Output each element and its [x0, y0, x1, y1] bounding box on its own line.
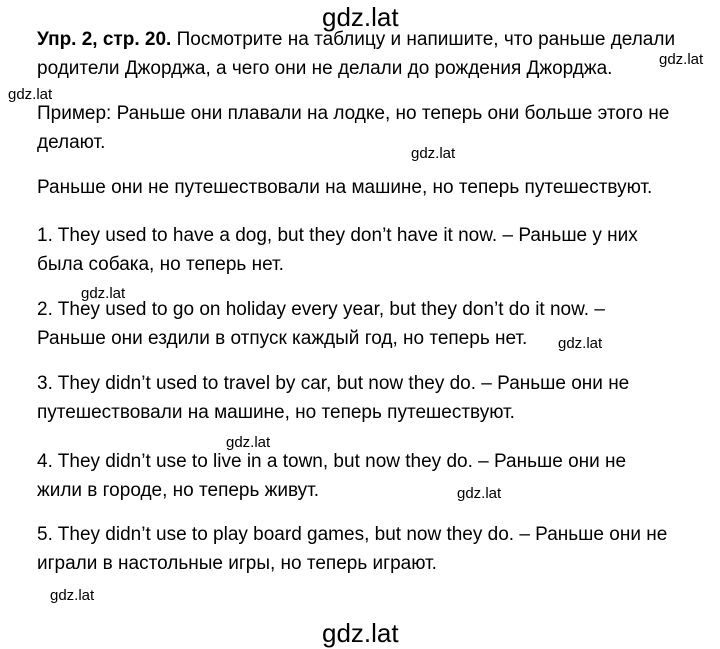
- answer-line: путешествовали на машине, но теперь путешествуют.: [37, 402, 515, 423]
- instruction-line: родители Джорджа, а чего они не делали до рождения Джорджа.: [37, 58, 613, 79]
- answer-line: 1. They used to have a dog, but they don’t have it now. – Раньше у них: [37, 225, 638, 246]
- watermark: gdz.lat: [558, 335, 603, 352]
- answer-line: 4. They didn’t use to live in a town, but now they do. – Раньше они не: [37, 451, 627, 472]
- watermark: gdz.lat: [457, 485, 502, 502]
- task-heading: Упр. 2, стр. 20.: [37, 29, 172, 50]
- watermark-bottom: gdz.lat: [322, 618, 399, 648]
- watermark: gdz.lat: [8, 86, 53, 103]
- answer-line: жили в городе, но теперь живут.: [37, 480, 320, 501]
- task-instruction: [37, 29, 675, 51]
- answer-line: была собака, но теперь нет.: [37, 254, 284, 275]
- answer-line: 2. They used to go on holiday every year, but they don’t do it now. –: [37, 299, 605, 320]
- answer-line: Раньше они ездили в отпуск каждый год, но теперь нет.: [37, 328, 528, 349]
- example-line: Пример: Раньше они плавали на лодке, но теперь они больше этого не: [37, 103, 670, 124]
- watermark: gdz.lat: [226, 434, 271, 451]
- intro-sentence: Раньше они не путешествовали на машине, но теперь путешествуют.: [37, 177, 653, 198]
- instruction-line: Посмотрите на таблицу и напишите, что раньше делали: [176, 29, 676, 50]
- watermark-top: gdz.lat: [322, 2, 399, 32]
- watermark: gdz.lat: [659, 51, 704, 68]
- answer-line: 3. They didn’t used to travel by car, but now they do. – Раньше они не: [37, 373, 630, 394]
- watermark: gdz.lat: [81, 285, 126, 302]
- watermark: gdz.lat: [50, 587, 95, 604]
- watermark: gdz.lat: [411, 145, 456, 162]
- answer-line: играли в настольные игры, но теперь играют.: [37, 553, 437, 574]
- answer-line: 5. They didn’t use to play board games, but now they do. – Раньше они не: [37, 524, 668, 545]
- example-line: делают.: [37, 132, 106, 153]
